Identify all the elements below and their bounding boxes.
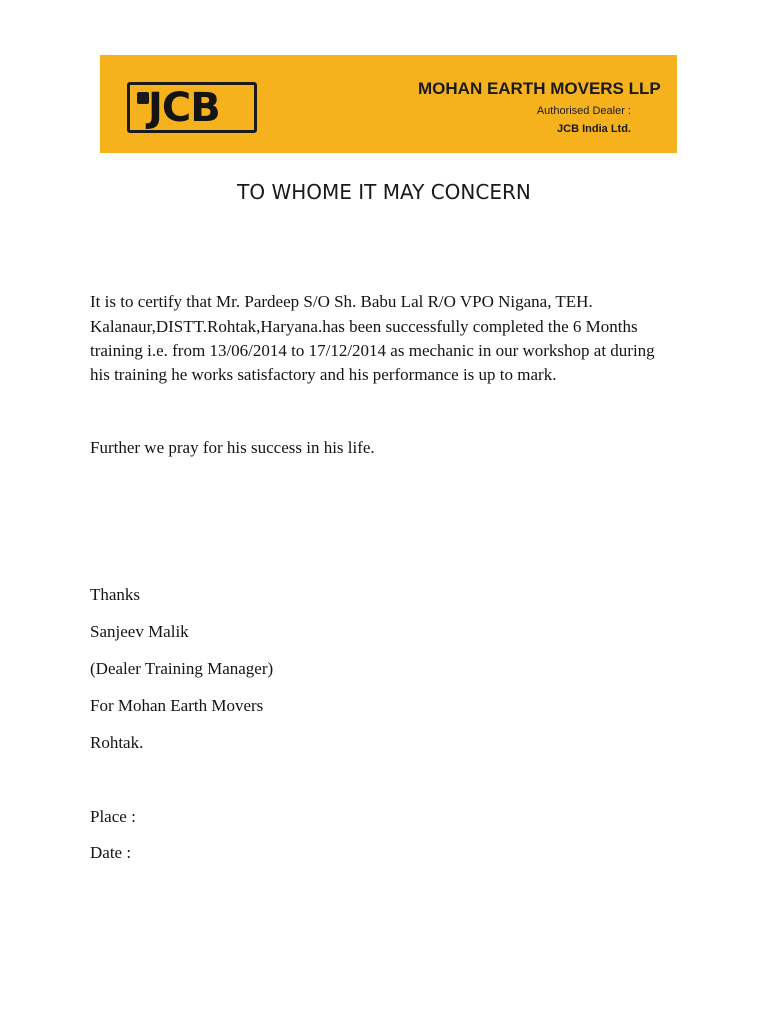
jcb-logo-text: JCB: [148, 85, 220, 131]
paragraph-line: Kalanaur,DISTT.Rohtak,Haryana.has been successfully completed the 6 Months: [90, 317, 638, 336]
document-heading: TO WHOME IT MAY CONCERN: [237, 180, 531, 204]
signatory-designation: (Dealer Training Manager): [90, 659, 274, 678]
paragraph-line: training i.e. from 13/06/2014 to 17/12/2014 as mechanic in our workshop at during: [90, 341, 655, 360]
date-label: Date :: [90, 843, 132, 862]
wish-line: Further we pray for his success in his life.: [90, 438, 375, 457]
closing-thanks: Thanks: [90, 585, 141, 604]
letterhead-banner: [100, 55, 677, 153]
dealer-name: JCB India Ltd.: [557, 123, 631, 135]
paragraph-line: his training he works satisfactory and his performance is up to mark.: [90, 365, 557, 384]
place-label: Place :: [90, 807, 136, 826]
signatory-city: Rohtak.: [90, 733, 144, 752]
authorised-dealer-label: Authorised Dealer :: [536, 105, 631, 117]
signatory-name: Sanjeev Malik: [90, 622, 189, 641]
signatory-company: For Mohan Earth Movers: [90, 696, 264, 715]
company-name: MOHAN EARTH MOVERS LLP: [418, 79, 661, 98]
paragraph-line: It is to certify that Mr. Pardeep S/O Sh. Babu Lal R/O VPO Nigana, TEH.: [90, 292, 593, 311]
jcb-logo: [127, 82, 257, 133]
